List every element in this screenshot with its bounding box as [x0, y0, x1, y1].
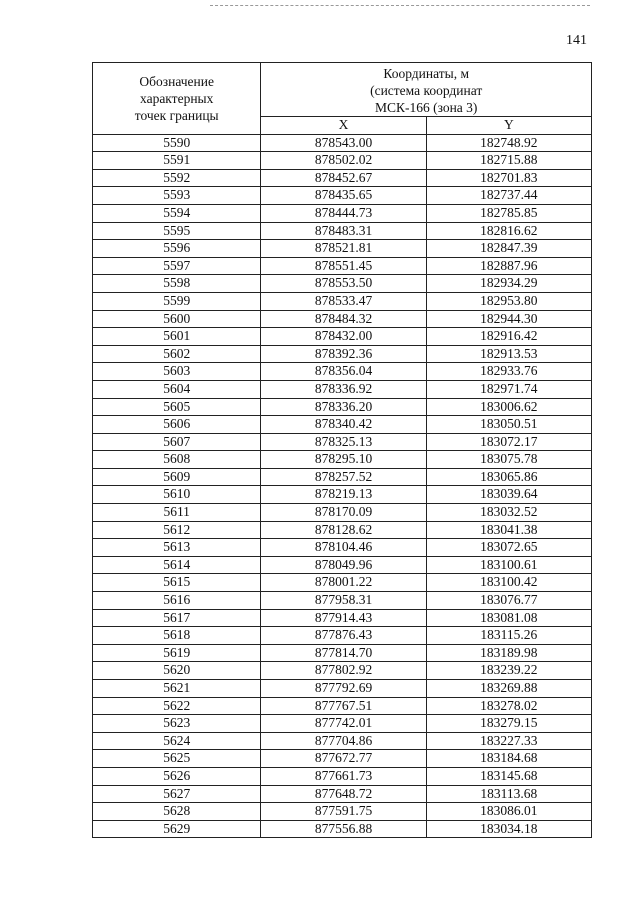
y-coordinate-cell: 183184.68 [426, 750, 591, 768]
y-coordinate-cell: 182847.39 [426, 240, 591, 258]
y-coordinate-cell: 183041.38 [426, 521, 591, 539]
point-id-cell: 5611 [93, 504, 261, 522]
point-id-cell: 5608 [93, 451, 261, 469]
x-coordinate-cell: 878336.92 [261, 380, 426, 398]
x-coordinate-cell: 878432.00 [261, 328, 426, 346]
y-coordinate-cell: 182701.83 [426, 169, 591, 187]
x-coordinate-cell: 877704.86 [261, 732, 426, 750]
table-row [93, 380, 592, 398]
table-body [93, 134, 592, 838]
table-row [93, 750, 592, 768]
table-row [93, 240, 592, 258]
point-id-cell: 5599 [93, 292, 261, 310]
table-row [93, 592, 592, 610]
table-row [93, 732, 592, 750]
table-row [93, 222, 592, 240]
y-coordinate-cell: 183115.26 [426, 627, 591, 645]
table-row [93, 662, 592, 680]
y-coordinate-cell: 182916.42 [426, 328, 591, 346]
table-row [93, 468, 592, 486]
header-point-line: Обозначение [139, 73, 214, 89]
point-id-cell: 5607 [93, 433, 261, 451]
table-row [93, 416, 592, 434]
table-row [93, 785, 592, 803]
x-coordinate-cell: 878219.13 [261, 486, 426, 504]
table-row [93, 169, 592, 187]
header-coords-line: МСК-166 (зона 3) [374, 100, 478, 115]
point-id-cell: 5625 [93, 750, 261, 768]
point-id-cell: 5618 [93, 627, 261, 645]
y-coordinate-cell: 183032.52 [426, 504, 591, 522]
table-row [93, 539, 592, 557]
x-coordinate-cell: 878001.22 [261, 574, 426, 592]
header-y: Y [426, 117, 591, 135]
page-number: 141 [566, 33, 587, 48]
point-id-cell: 5612 [93, 521, 261, 539]
table-row [93, 451, 592, 469]
y-coordinate-cell: 183239.22 [426, 662, 591, 680]
y-coordinate-cell: 183039.64 [426, 486, 591, 504]
table-row [93, 310, 592, 328]
point-id-cell: 5602 [93, 345, 261, 363]
x-coordinate-cell: 878483.31 [261, 222, 426, 240]
table-row [93, 521, 592, 539]
point-id-cell: 5617 [93, 609, 261, 627]
point-id-cell: 5593 [93, 187, 261, 205]
x-coordinate-cell: 877767.51 [261, 697, 426, 715]
point-id-cell: 5606 [93, 416, 261, 434]
table-row [93, 187, 592, 205]
point-id-cell: 5604 [93, 380, 261, 398]
point-id-cell: 5623 [93, 715, 261, 733]
x-coordinate-cell: 877958.31 [261, 592, 426, 610]
table-row [93, 328, 592, 346]
point-id-cell: 5628 [93, 803, 261, 821]
point-id-cell: 5619 [93, 644, 261, 662]
y-coordinate-cell: 183081.08 [426, 609, 591, 627]
x-coordinate-cell: 877648.72 [261, 785, 426, 803]
x-coordinate-cell: 878170.09 [261, 504, 426, 522]
y-coordinate-cell: 183034.18 [426, 820, 591, 838]
x-coordinate-cell: 878521.81 [261, 240, 426, 258]
header-point-line: характерных [140, 90, 214, 106]
table-row [93, 627, 592, 645]
y-coordinate-cell: 183050.51 [426, 416, 591, 434]
table-row [93, 767, 592, 785]
point-id-cell: 5598 [93, 275, 261, 293]
y-coordinate-cell: 182913.53 [426, 345, 591, 363]
y-coordinate-cell: 182933.76 [426, 363, 591, 381]
point-id-cell: 5620 [93, 662, 261, 680]
point-id-cell: 5594 [93, 204, 261, 222]
table-row [93, 345, 592, 363]
y-coordinate-cell: 182944.30 [426, 310, 591, 328]
table-row [93, 820, 592, 838]
y-coordinate-cell: 182887.96 [426, 257, 591, 275]
table-row [93, 152, 592, 170]
x-coordinate-cell: 877661.73 [261, 767, 426, 785]
table-header-row [93, 63, 592, 117]
point-id-cell: 5629 [93, 820, 261, 838]
y-coordinate-cell: 182785.85 [426, 204, 591, 222]
x-coordinate-cell: 877914.43 [261, 609, 426, 627]
top-scan-line [210, 5, 590, 6]
x-coordinate-cell: 878336.20 [261, 398, 426, 416]
table-row [93, 486, 592, 504]
y-coordinate-cell: 183076.77 [426, 592, 591, 610]
y-coordinate-cell: 183269.88 [426, 680, 591, 698]
table-row [93, 363, 592, 381]
point-id-cell: 5603 [93, 363, 261, 381]
point-id-cell: 5596 [93, 240, 261, 258]
point-id-cell: 5614 [93, 556, 261, 574]
x-coordinate-cell: 878452.67 [261, 169, 426, 187]
y-coordinate-cell: 183065.86 [426, 468, 591, 486]
point-id-cell: 5590 [93, 134, 261, 152]
header-coords-line: Координаты, м [383, 66, 470, 81]
y-coordinate-cell: 182737.44 [426, 187, 591, 205]
x-coordinate-cell: 878257.52 [261, 468, 426, 486]
x-coordinate-cell: 877742.01 [261, 715, 426, 733]
point-id-cell: 5609 [93, 468, 261, 486]
y-coordinate-cell: 183100.61 [426, 556, 591, 574]
x-coordinate-cell: 877792.69 [261, 680, 426, 698]
x-coordinate-cell: 877876.43 [261, 627, 426, 645]
x-coordinate-cell: 878356.04 [261, 363, 426, 381]
table-row [93, 574, 592, 592]
point-id-cell: 5622 [93, 697, 261, 715]
y-coordinate-cell: 183145.68 [426, 767, 591, 785]
point-id-cell: 5621 [93, 680, 261, 698]
table-row [93, 504, 592, 522]
x-coordinate-cell: 878049.96 [261, 556, 426, 574]
header-coordinates [261, 63, 592, 117]
y-coordinate-cell: 183006.62 [426, 398, 591, 416]
table-row [93, 697, 592, 715]
table-row [93, 275, 592, 293]
x-coordinate-cell: 878104.46 [261, 539, 426, 557]
x-coordinate-cell: 877802.92 [261, 662, 426, 680]
y-coordinate-cell: 183072.65 [426, 539, 591, 557]
table-row [93, 609, 592, 627]
point-id-cell: 5627 [93, 785, 261, 803]
header-x: X [261, 117, 426, 135]
point-id-cell: 5626 [93, 767, 261, 785]
point-id-cell: 5591 [93, 152, 261, 170]
header-coords-line: (система координат [370, 83, 483, 98]
y-coordinate-cell: 183072.17 [426, 433, 591, 451]
table-row [93, 680, 592, 698]
table-row [93, 257, 592, 275]
x-coordinate-cell: 878340.42 [261, 416, 426, 434]
x-coordinate-cell: 878325.13 [261, 433, 426, 451]
point-id-cell: 5616 [93, 592, 261, 610]
point-id-cell: 5624 [93, 732, 261, 750]
y-coordinate-cell: 183279.15 [426, 715, 591, 733]
x-coordinate-cell: 878295.10 [261, 451, 426, 469]
table-row [93, 204, 592, 222]
point-id-cell: 5592 [93, 169, 261, 187]
point-id-cell: 5613 [93, 539, 261, 557]
x-coordinate-cell: 877556.88 [261, 820, 426, 838]
point-id-cell: 5605 [93, 398, 261, 416]
x-coordinate-cell: 877591.75 [261, 803, 426, 821]
y-coordinate-cell: 182934.29 [426, 275, 591, 293]
table-row [93, 715, 592, 733]
y-coordinate-cell: 183278.02 [426, 697, 591, 715]
table-row [93, 556, 592, 574]
point-id-cell: 5600 [93, 310, 261, 328]
header-point-line: точек границы [134, 107, 219, 123]
table-row [93, 644, 592, 662]
x-coordinate-cell: 878543.00 [261, 134, 426, 152]
point-id-cell: 5610 [93, 486, 261, 504]
y-coordinate-cell: 182748.92 [426, 134, 591, 152]
table-row [93, 292, 592, 310]
y-coordinate-cell: 183075.78 [426, 451, 591, 469]
header-point-designation [93, 63, 261, 135]
y-coordinate-cell: 183227.33 [426, 732, 591, 750]
table-row [93, 433, 592, 451]
y-coordinate-cell: 183100.42 [426, 574, 591, 592]
point-id-cell: 5595 [93, 222, 261, 240]
x-coordinate-cell: 878444.73 [261, 204, 426, 222]
point-id-cell: 5615 [93, 574, 261, 592]
table-row [93, 803, 592, 821]
x-coordinate-cell: 878502.02 [261, 152, 426, 170]
x-coordinate-cell: 878551.45 [261, 257, 426, 275]
x-coordinate-cell: 878484.32 [261, 310, 426, 328]
x-coordinate-cell: 878533.47 [261, 292, 426, 310]
x-coordinate-cell: 878392.36 [261, 345, 426, 363]
x-coordinate-cell: 878435.65 [261, 187, 426, 205]
x-coordinate-cell: 878128.62 [261, 521, 426, 539]
y-coordinate-cell: 182971.74 [426, 380, 591, 398]
point-id-cell: 5597 [93, 257, 261, 275]
table-row [93, 398, 592, 416]
y-coordinate-cell: 183086.01 [426, 803, 591, 821]
table-row [93, 134, 592, 152]
x-coordinate-cell: 878553.50 [261, 275, 426, 293]
point-id-cell: 5601 [93, 328, 261, 346]
coordinates-table [92, 62, 592, 838]
y-coordinate-cell: 182816.62 [426, 222, 591, 240]
y-coordinate-cell: 182715.88 [426, 152, 591, 170]
y-coordinate-cell: 183189.98 [426, 644, 591, 662]
x-coordinate-cell: 877814.70 [261, 644, 426, 662]
y-coordinate-cell: 183113.68 [426, 785, 591, 803]
x-coordinate-cell: 877672.77 [261, 750, 426, 768]
y-coordinate-cell: 182953.80 [426, 292, 591, 310]
